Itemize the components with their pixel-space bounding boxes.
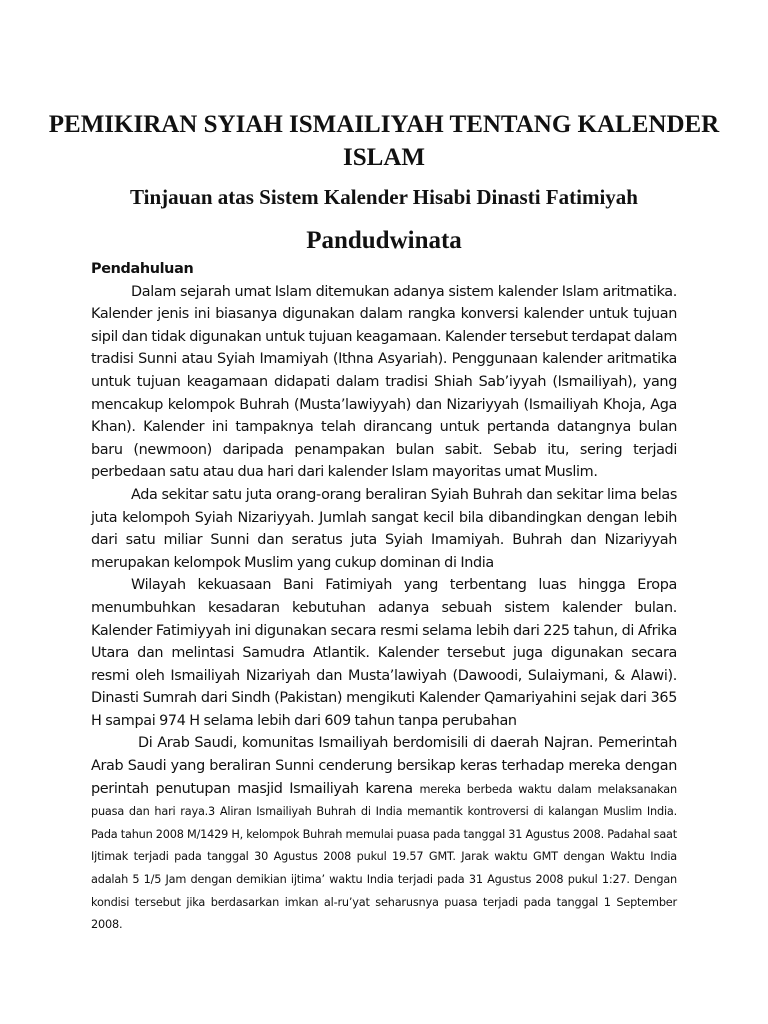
- document-title: PEMIKIRAN SYIAH ISMAILIYAH TENTANG KALENDER ISLAM: [48, 111, 720, 171]
- paragraph-1: Dalam sejarah umat Islam ditemukan adanya sistem kalender Islam aritmatika. Kalender jenis ini biasanya digunakan dalam rangka konversi kalender untuk tujuan sipil dan tidak digunakan untuk tujuan keagamaan. Kalender tersebut terdapat dalam tradisi Sunni atau Syiah Imamiyah (Ithna Asyariah). Penggunaan kalender aritmatika untuk tujuan keagamaan didapati dalam tradisi Shiah Sab’iyyah (Ismailiyah), yang mencakup kelompok Buhrah (Musta’lawiyyah) dan Nizariyyah (Ismailiyah Khoja, Aga Khan). Kalender ini tampaknya telah dirancang untuk pertanda datangnya bulan baru (newmoon) daripada penampakan bulan sabit. Sebab itu, sering terjadi perbedaan satu atau dua hari dari kalender Islam mayoritas umat Muslim.: [91, 283, 678, 481]
- paragraph-3: Wilayah kekuasaan Bani Fatimiyah yang terbentang luas hingga Eropa menumbuhkan kesadaran kebutuhan adanya sebuah sistem kalender bulan. Kalender Fatimiyyah ini digunakan secara resmi selama lebih dari 225 tahun, di Afrika Utara dan melintasi Samudra Atlantik. Kalender tersebut juga digunakan secara resmi oleh Ismailiyah Nizariyah dan Musta’lawiyah (Dawoodi, Sulaiymani, & Alawi). Dinasti Sumrah dari Sindh (Pakistan) mengikuti Kalender Qamariyahini sejak dari 365 H sampai 974 H selama lebih dari 609 tahun tanpa perubahan: [91, 577, 677, 729]
- document-body: [91, 258, 677, 936]
- paragraph-4-small-text: mereka berbeda waktu dalam melaksanakan puasa dan hari raya.3 Aliran Ismailiyah Buhrah di India memantik kontroversi di kalangan Muslim India. Pada tahun 2008 M/1429 H, kelompok Buhrah memulai puasa pada tanggal 31 Agustus 2008. Padahal saat Ijtimak terjadi pada tanggal 30 Agustus 2008 pukul 19.57 GMT. Jarak waktu GMT dengan Waktu India adalah 5 1/5 Jam dengan demikian ijtima’ waktu India terjadi pada 31 Agustus 2008 pukul 1:27. Dengan kondisi tersebut jika berdasarkan imkan al-ru’yat seharusnya puasa terjadi pada tanggal 1 September 2008.: [91, 782, 677, 932]
- paragraph-2: Ada sekitar satu juta orang-orang beraliran Syiah Buhrah dan sekitar lima belas juta kelompoh Syiah Nizariyyah. Jumlah sangat kecil bila dibandingkan dengan lebih dari satu miliar Sunni dan seratus juta Syiah Imamiyah. Buhrah dan Nizariyyah merupakan kelompok Muslim yang cukup dominan di India: [91, 486, 677, 571]
- document-subtitle: Tinjauan atas Sistem Kalender Hisabi Dinasti Fatimiyah: [130, 185, 638, 209]
- author-name: Pandudwinata: [306, 227, 462, 254]
- section-heading: Pendahuluan: [91, 261, 194, 277]
- paragraph-4-main-text: Di Arab Saudi, komunitas Ismailiyah berdomisili di daerah Najran. Pemerintah Arab Saudi yang beraliran Sunni cenderung bersikap keras terhadap mereka dengan perintah penutupan masjid Ismailiyah karena: [91, 735, 677, 797]
- paragraph-4: [91, 732, 677, 935]
